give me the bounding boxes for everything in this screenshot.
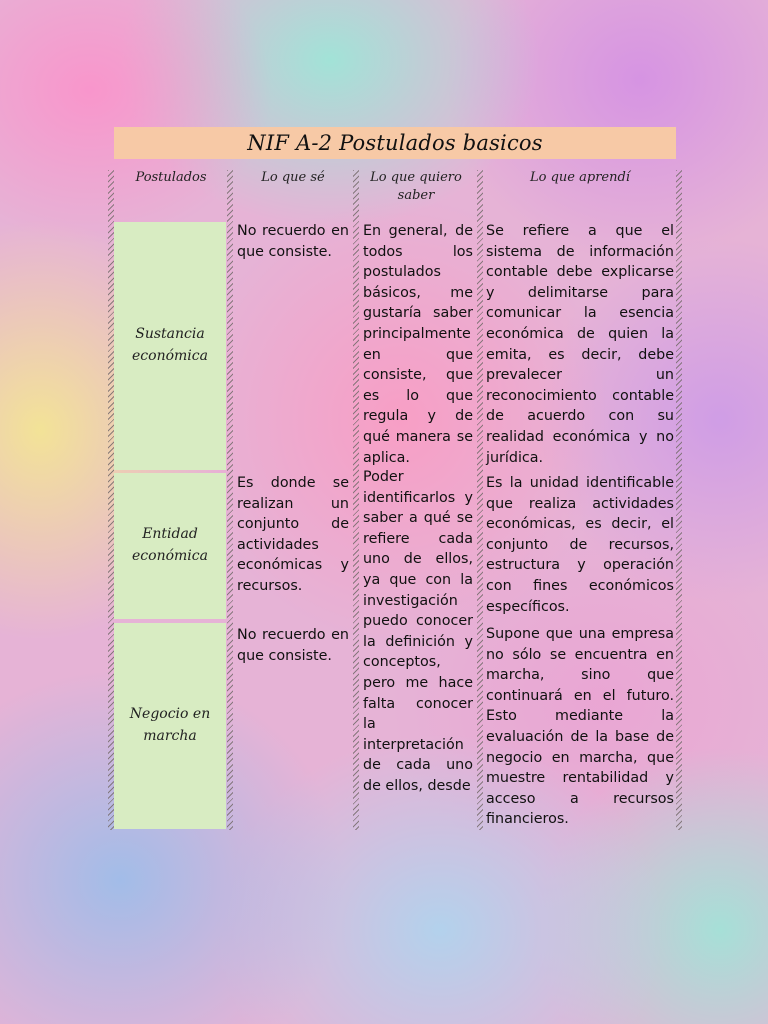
- cell-aprendi-negocio: Supone que una empresa no sólo se encuentra en marcha, sino que continuará en el futuro. Esto mediante la evaluación de la base de negocio en marcha, que muestre rentabilidad y acceso a recursos financieros.: [486, 626, 674, 828]
- header-postulados: Postulados: [135, 170, 207, 185]
- column-divider: [676, 170, 682, 830]
- cell-aprendi-entidad: Es la unidad identificable que realiza actividades económicas, es decir, el conjunto de recursos, estructura y operación con fines económicos específicos.: [486, 475, 674, 615]
- header-lo-que-aprendi: Lo que aprendí: [530, 170, 630, 185]
- header-lo-que-quiero-saber: Lo que quiero saber: [370, 170, 462, 203]
- document-title: NIF A-2 Postulados basicos: [114, 127, 676, 159]
- row-label-entidad-economica: Entidad económica: [114, 473, 226, 619]
- row-label-sustancia-economica: Sustancia económica: [114, 222, 226, 470]
- cell-quiero-saber-2: Poder identificarlos y saber a qué se refiere cada uno de ellos, ya que con la investigación puedo conocer la definición y conceptos, pero me hace falta conocer la interpretación de cada uno de ellos, desde: [363, 469, 473, 794]
- column-divider: [353, 170, 359, 830]
- cell-se-negocio: No recuerdo en que consiste.: [237, 627, 349, 664]
- cell-se-entidad: Es donde se realizan un conjunto de actividades económicas y recursos.: [237, 475, 349, 594]
- column-divider: [477, 170, 483, 830]
- column-divider: [227, 170, 233, 830]
- document-sheet: [106, 120, 684, 832]
- cell-se-sustancia: No recuerdo en que consiste.: [237, 223, 349, 260]
- cell-quiero-saber-1: En general, de todos los postulados básicos, me gustaría saber principalmente en que consiste, que es lo que regula y de qué manera se aplica.: [363, 223, 473, 466]
- row-label-negocio-en-marcha: Negocio en marcha: [114, 623, 226, 829]
- header-lo-que-se: Lo que sé: [261, 170, 325, 185]
- cell-aprendi-sustancia: Se refiere a que el sistema de información contable debe explicarse y delimitarse para comunicar la esencia económica de quien la emita, es decir, debe prevalecer un reconocimiento contable de acuerdo con su realidad económica y no jurídica.: [486, 223, 674, 466]
